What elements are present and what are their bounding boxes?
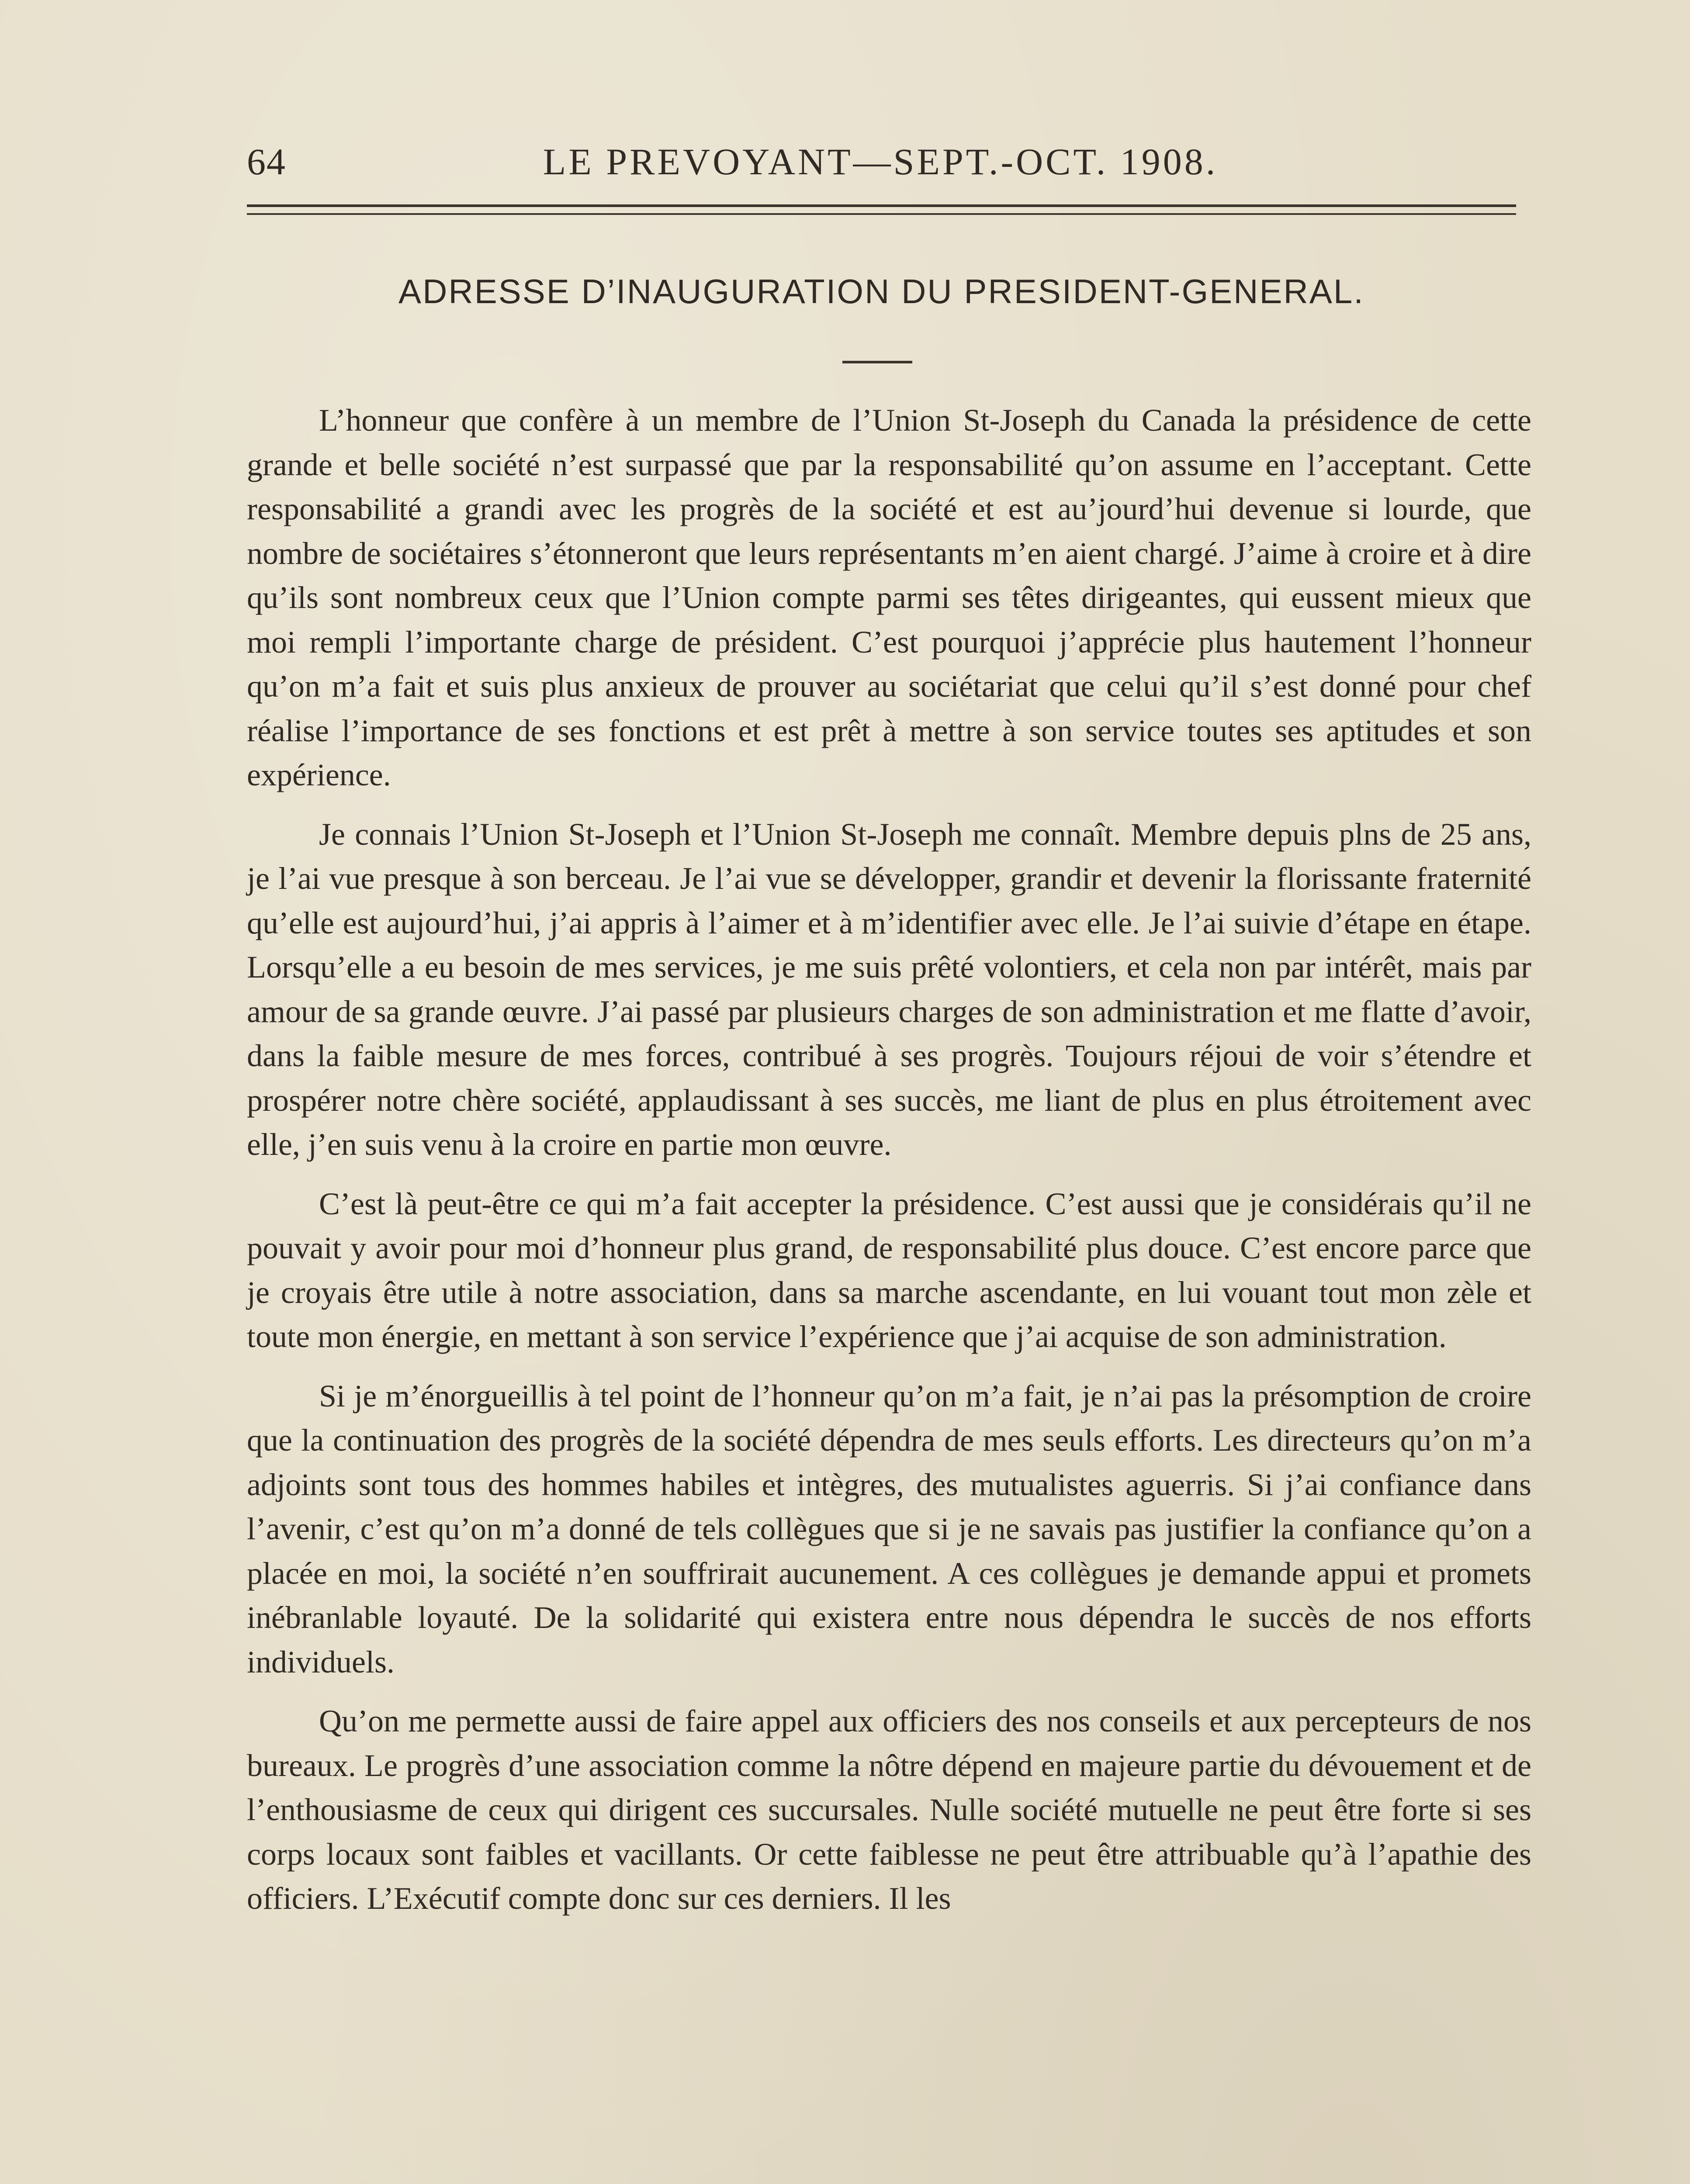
title-divider [842, 361, 912, 363]
page-header [247, 131, 1514, 188]
header-double-rule [247, 204, 1516, 215]
running-head: LE PREVOYANT—SEPT.-OCT. 1908. [543, 141, 1218, 183]
paragraph: Qu’on me permette aussi de faire appel aux officiers des nos conseils et aux percepteurs de nos bureaux. Le progrès d’une association comme la nôtre dépend en majeure partie du dévouement et de l’enthousiasme de ceux qui dirigent ces succursales. Nulle société mutuelle ne peut être forte si ses corps locaux sont faibles et vacillants. Or cette faiblesse ne peut être attribuable qu’à l’apathie des officiers. L’Exécutif compte donc sur ces derniers. Il les [247, 1704, 1531, 1916]
paragraph: C’est là peut-être ce qui m’a fait accepter la présidence. C’est aussi que je considérais qu’il ne pouvait y avoir pour moi d’honneur plus grand, de responsabilité plus douce. C’est encore parce que je croyais être utile à notre association, dans sa marche ascendante, en lui vouant tout mon zèle et toute mon énergie, en mettant à son service l’expérience que j’ai acquise de son administration. [247, 1186, 1531, 1354]
page-number: 64 [247, 141, 286, 183]
article-title: ADRESSE D’INAUGURATION DU PRESIDENT-GENERAL. [398, 272, 1364, 311]
article-body [247, 398, 1531, 1936]
paragraph: Je connais l’Union St-Joseph et l’Union St-Joseph me connaît. Membre depuis plns de 25 ans, je l’ai vue presque à son berceau. Je l’ai vue se développer, grandir et devenir la florissante fraternité qu’elle est aujourd’hui, j’ai appris à l’aimer et à m’identifier avec elle. Je l’ai suivie d’étape en étape. Lorsqu’elle a eu besoin de mes services, je me suis prêté volontiers, et cela non par intérêt, mais par amour de sa grande œuvre. J’ai passé par plusieurs charges de son administration et me flatte d’avoir, dans la faible mesure de mes forces, contribué à ses progrès. Toujours réjoui de voir s’étendre et prospérer notre chère société, applaudissant à ses succès, me liant de plus en plus étroitement avec elle, j’en suis venu à la croire en partie mon œuvre. [247, 816, 1531, 1162]
paragraph: Si je m’énorgueillis à tel point de l’honneur qu’on m’a fait, je n’ai pas la présomption de croire que la continuation des progrès de la société dépendra de mes seuls efforts. Les directeurs qu’on m’a adjoints sont tous des hommes habiles et intègres, des mutualistes aguerris. Si j’ai confiance dans l’avenir, c’est qu’on m’a donné de tels collègues que si je ne savais pas justifier la confiance qu’on a placée en moi, la société n’en souffrirait aucunement. A ces collègues je demande appui et promets inébranlable loyauté. De la solidarité qui existera entre nous dépendra le succès de nos efforts individuels. [247, 1378, 1531, 1679]
paragraph: L’honneur que confère à un membre de l’Union St-Joseph du Canada la présidence de cette grande et belle société n’est surpassé que par la responsabilité qu’on assume en l’acceptant. Cette responsabilité a grandi avec les progrès de la société et est au’jourd’hui devenue si lourde, que nombre de sociétaires s’étonneront que leurs représentants m’en aient chargé. J’aime à croire et à dire qu’ils sont nombreux ceux que l’Union compte parmi ses têtes dirigeantes, qui eussent mieux que moi rempli l’importante charge de président. C’est pourquoi j’apprécie plus hautement l’honneur qu’on m’a fait et suis plus anxieux de prouver au sociétariat que celui qu’il s’est donné pour chef réalise l’importance de ses fonctions et est prêt à mettre à son service toutes ses aptitudes et son expérience. [247, 403, 1531, 792]
